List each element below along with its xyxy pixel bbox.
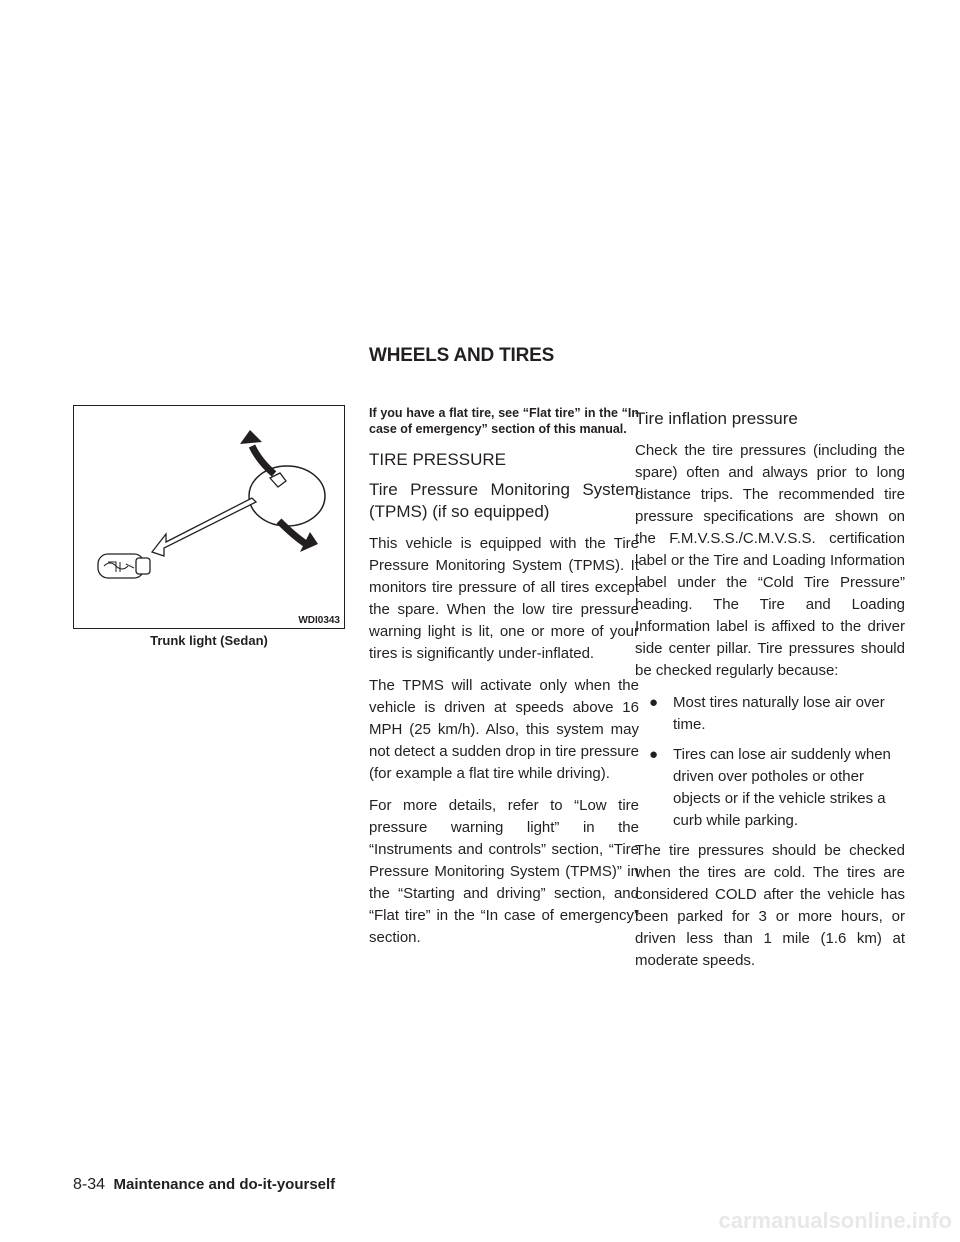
list-item [635, 692, 905, 736]
trunk-light-diagram [74, 406, 346, 630]
tire-pressure-heading: TIRE PRESSURE [369, 450, 506, 469]
list-item-text: Tires can lose air suddenly when driven over potholes or other objects or if the vehicle strikes a curb while parking. [673, 746, 891, 829]
bullet-icon: ● [649, 694, 659, 711]
tpms-paragraph-3: For more details, refer to “Low tire pressure warning light” in the “Instruments and controls” section, “Tire Pressure Monitoring System (TPMS)” in the “Starting and driving” section, and “Flat tire” in the “In case of emergency” section. [369, 797, 639, 946]
removal-arrow-up [252, 446, 274, 474]
page-footer [73, 1176, 335, 1194]
figure-caption: Trunk light (Sedan) [150, 633, 268, 648]
page-number: 8-34 [73, 1176, 106, 1193]
list-item-text: Most tires naturally lose air over time. [673, 694, 885, 733]
figure-code: WDI0343 [298, 615, 340, 626]
tpms-paragraph-1: This vehicle is equipped with the Tire Pressure Monitoring System (TPMS). It monitors tire pressure of all tires except the spare. When the low tire pressure warning light is lit, one or more of your tires is significantly under-inflated. [369, 535, 639, 662]
column-left [369, 405, 639, 959]
section-title: WHEELS AND TIRES [369, 345, 555, 366]
inflation-paragraph-1: Check the tire pressures (including the spare) often and always prior to long distance trips. The recommended tire pressure specifications are shown on the F.M.V.S.S./C.M.V.S.S. certification label or the Tire and Loading Information label under the “Cold Tire Pressure” heading. The Tire and Loading Information label is affixed to the driver side center pillar. Tire pressures should be checked regularly because: [635, 442, 905, 679]
arrow-head-up [240, 430, 262, 444]
column-right [635, 405, 905, 982]
bullet-icon: ● [649, 746, 659, 763]
trunk-light-illustration [73, 405, 345, 629]
lens-housing-shape [249, 466, 325, 526]
reasons-list [635, 692, 905, 832]
inflation-pressure-heading: Tire inflation pressure [635, 409, 798, 428]
inflation-paragraph-2: The tire pressures should be checked when the tires are cold. The tires are considered COLD after the vehicle has been parked for 3 or more hours, or driven less than 1 mile (1.6 km) at moderate speeds. [635, 842, 905, 969]
watermark: carmanualsonline.info [718, 1208, 952, 1233]
list-item [635, 744, 905, 832]
flat-tire-note: If you have a flat tire, see “Flat tire” in the “In case of emergency” section of this manual. [369, 406, 639, 436]
pointer-arrow [152, 498, 256, 556]
tpms-paragraph-2: The TPMS will activate only when the vehicle is driven at speeds above 16 MPH (25 km/h). Also, this system may not detect a sudden drop in tire pressure (for example a flat tire while driving). [369, 677, 639, 782]
footer-section-name: Maintenance and do-it-yourself [113, 1176, 336, 1193]
tpms-subheading: Tire Pressure Monitoring System (TPMS) (if so equipped) [369, 480, 639, 521]
bulb-shape [98, 554, 150, 578]
